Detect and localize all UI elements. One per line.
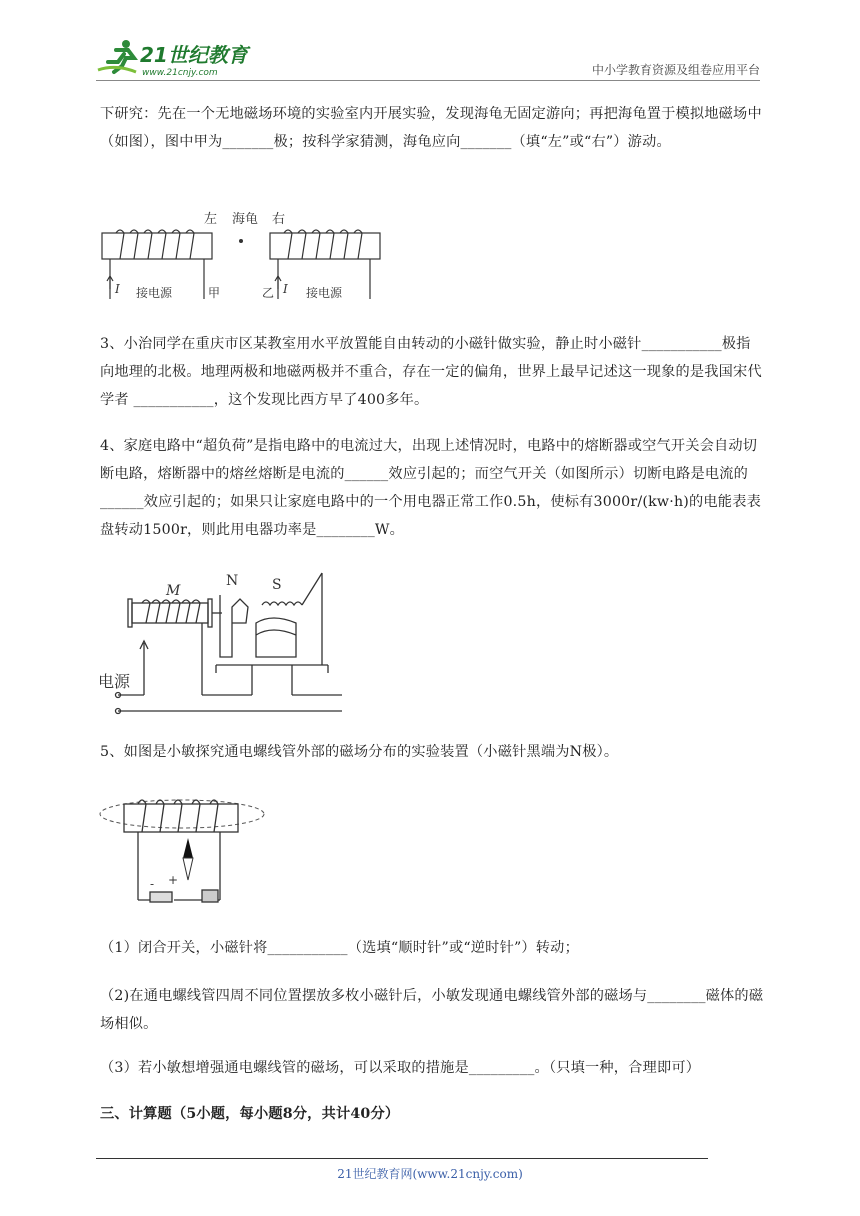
footer-rule xyxy=(96,1158,708,1159)
figure-air-switch xyxy=(96,565,346,720)
platform-name: 中小学教育资源及组卷应用平台 xyxy=(591,63,760,77)
label-plus: + xyxy=(168,873,179,887)
page-header xyxy=(96,30,760,80)
runner-icon xyxy=(98,40,136,72)
figure-solenoid-compass xyxy=(98,790,278,910)
question-3-text: 3、小治同学在重庆市区某教室用水平放置能自由转动的小磁针做实验，静止时小磁针___________极指向地理的北极。地理两极和地磁两极并不重合，存在一定的偏角，世界上最早记述这一现象的是我国宋代学者 ___________，这个发现比西方早了400多年。 xyxy=(100,336,762,408)
compass-needle-icon xyxy=(183,838,193,880)
label-m: M xyxy=(166,583,181,599)
site-logo xyxy=(96,36,266,78)
question-5-2-text: （2)在通电螺线管四周不同位置摆放多枚小磁针后，小敏发现通电螺线管外部的磁场与________磁体的磁场相似。 xyxy=(100,988,764,1032)
logo-text: 21世纪教育 xyxy=(140,43,248,67)
label-power-right: 接电源 xyxy=(306,286,343,300)
header-rule xyxy=(96,80,760,81)
question-5-text: 5、如图是小敏探究通电螺线管外部的磁场分布的实验装置（小磁针黑端为N极）。 xyxy=(100,744,619,760)
label-power-left: 接电源 xyxy=(136,286,173,300)
label-minus: - xyxy=(150,877,155,891)
label-turtle: 海龟 xyxy=(232,212,259,227)
question-5-1-text: （1）闭合开关，小磁针将___________（选填“顺时针”或“逆时针”）转动； xyxy=(100,940,579,956)
label-jia: 甲 xyxy=(208,286,221,300)
footer-text: 21世纪教育网(www.21cnjy.com) xyxy=(337,1167,523,1181)
question-4-text: 4、家庭电路中“超负荷”是指电路中的电流过大，出现上述情况时，电路中的熔断器或空气开关会自动切断电路，熔断器中的熔丝熔断是电流的______效应引起的；而空气开关（如图所示）切断电路是电流的______效应引起的；如果只让家庭电路中的一个用电器正常工作0.5h，使标有3000r/(kw·h)的电能表表盘转动1500r，则此用电器功率是________W。 xyxy=(100,438,761,538)
label-power-source: 电源 xyxy=(98,672,131,691)
label-n: N xyxy=(226,573,239,589)
label-right: 右 xyxy=(272,212,286,227)
label-left: 左 xyxy=(204,212,218,227)
label-s: S xyxy=(272,577,282,593)
logo-url: www.21cnjy.com xyxy=(142,68,218,78)
section-3-heading: 三、计算题（5小题，每小题8分，共计40分） xyxy=(100,1106,400,1122)
question-2-text: 下研究：先在一个无地磁场环境的实验室内开展实验，发现海龟无固定游向；再把海龟置于模拟地磁场中（如图），图中甲为_______极；按科学家猜测，海龟应向_______（填“左”或“右”）游动。 xyxy=(100,106,762,150)
question-5-3-text: （3）若小敏想增强通电螺线管的磁场，可以采取的措施是_________。（只填一种，合理即可） xyxy=(100,1060,701,1076)
label-yi: 乙 xyxy=(262,286,275,300)
label-current-right: I xyxy=(283,282,288,296)
figure-solenoids-turtle xyxy=(96,205,396,305)
label-current-left: I xyxy=(115,282,120,296)
